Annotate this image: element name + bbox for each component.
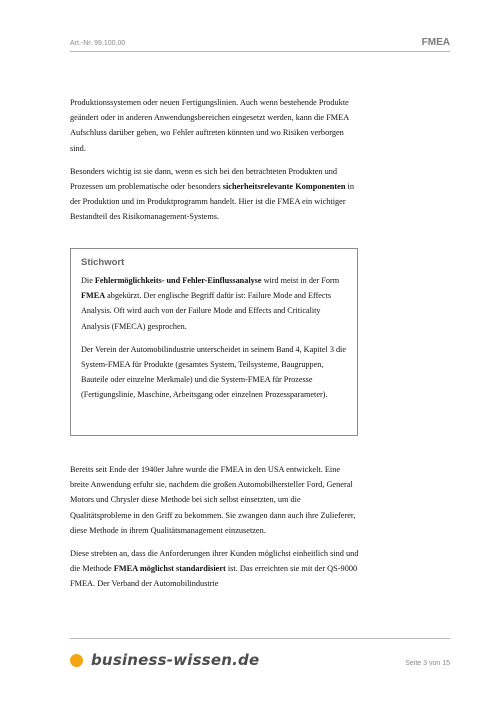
paragraph-4-text-c: ist. Das erreichten sie mit der QS-9000 FMEA. Der Verband der Automobilindustrie <box>70 564 358 589</box>
stichwort-paragraph-2: Der Verein der Automobilindustrie unterscheidet in seinem Band 4, Kapitel 3 die System-FMEA für Produkte (gesamtes System, Teilsysteme, Baugruppen, Bauteile oder einzelne Merkmale) und die System-FMEA für Prozesse (Fertigungslinie, Maschine, Arbeitsgang oder einzelnen Prozessparameter). <box>81 344 346 400</box>
document-title: FMEA <box>421 37 450 48</box>
paragraph-4 <box>70 546 360 592</box>
stichwort-paragraph-1 <box>81 273 347 334</box>
paragraph-1: Produktionssystemen oder neuen Fertigungslinien. Auch wenn bestehende Produkte geändert oder in anderen Anwendungsbereichen eingesetzt werden, kann die FMEA Aufschluss darüber geben, wo Fehler auftreten könnten und wo Risiken verborgen sind. <box>70 98 349 153</box>
paragraph-2-text-a: Besonders wichtig ist sie dann, wenn es sich bei den betrachteten Produkten und Prozessen um problematische oder besonders <box>70 166 338 192</box>
paragraph-3: Bereits seit Ende der 1940er Jahre wurde die FMEA in den USA entwickelt. Eine breite Anwendung erfuhr sie, nachdem die großen Automobilhersteller Ford, General Motors und Chrysler diese Methode bei sich selbst einsetzten, um die Qualitätsprobleme in den Griff zu bekommen. Sie zwangen dann auch ihre Zulieferer, diese Methode in ihrem Qualitätsmanagement einzusetzen. <box>70 465 356 535</box>
header-divider <box>70 51 450 52</box>
article-number: Art.-Nr. 99.100.00 <box>70 40 126 47</box>
stichwort-p1-text-a: Die <box>81 276 95 285</box>
paragraph-2-text-c: in der Produktion und im Produktprogramm handelt. Hier ist die FMEA ein wichtiger Bestandteil des Risikomanagement-Systems. <box>70 182 354 222</box>
stichwort-p1-bold-term: Fehlermöglichkeits- und Fehler-Einflussanalyse <box>94 276 262 285</box>
stichwort-box <box>70 248 358 436</box>
body-section-1 <box>70 95 360 233</box>
footer-divider <box>70 638 450 639</box>
logo-text: business-wissen.de <box>91 651 260 669</box>
logo-dot-icon <box>70 654 83 667</box>
paragraph-2 <box>70 164 360 225</box>
stichwort-p1-bold-fmea: FMEA <box>81 291 106 301</box>
stichwort-p1-text-c: wird meist in der Form <box>261 276 340 285</box>
stichwort-p1-text-e: abgekürzt. Der englische Begriff dafür ist: Failure Mode and Effects Analysis. Oft wird auch von der Failure Mode and Effects and Criticality Analysis (FMECA) gesprochen. <box>81 291 332 331</box>
business-wissen-logo <box>70 651 259 669</box>
paragraph-2-bold: sicherheitsrelevante Komponenten <box>222 182 346 192</box>
paragraph-4-bold: FMEA möglichst standardisiert <box>113 564 226 574</box>
body-section-2 <box>70 462 360 600</box>
stichwort-title: Stichwort <box>81 257 125 268</box>
paragraph-4-text-a: Diese strebten an, dass die Anforderungen ihrer Kunden möglichst einheitlich sind und die Methode <box>70 549 359 574</box>
page-number: Seite 3 von 15 <box>405 660 450 667</box>
